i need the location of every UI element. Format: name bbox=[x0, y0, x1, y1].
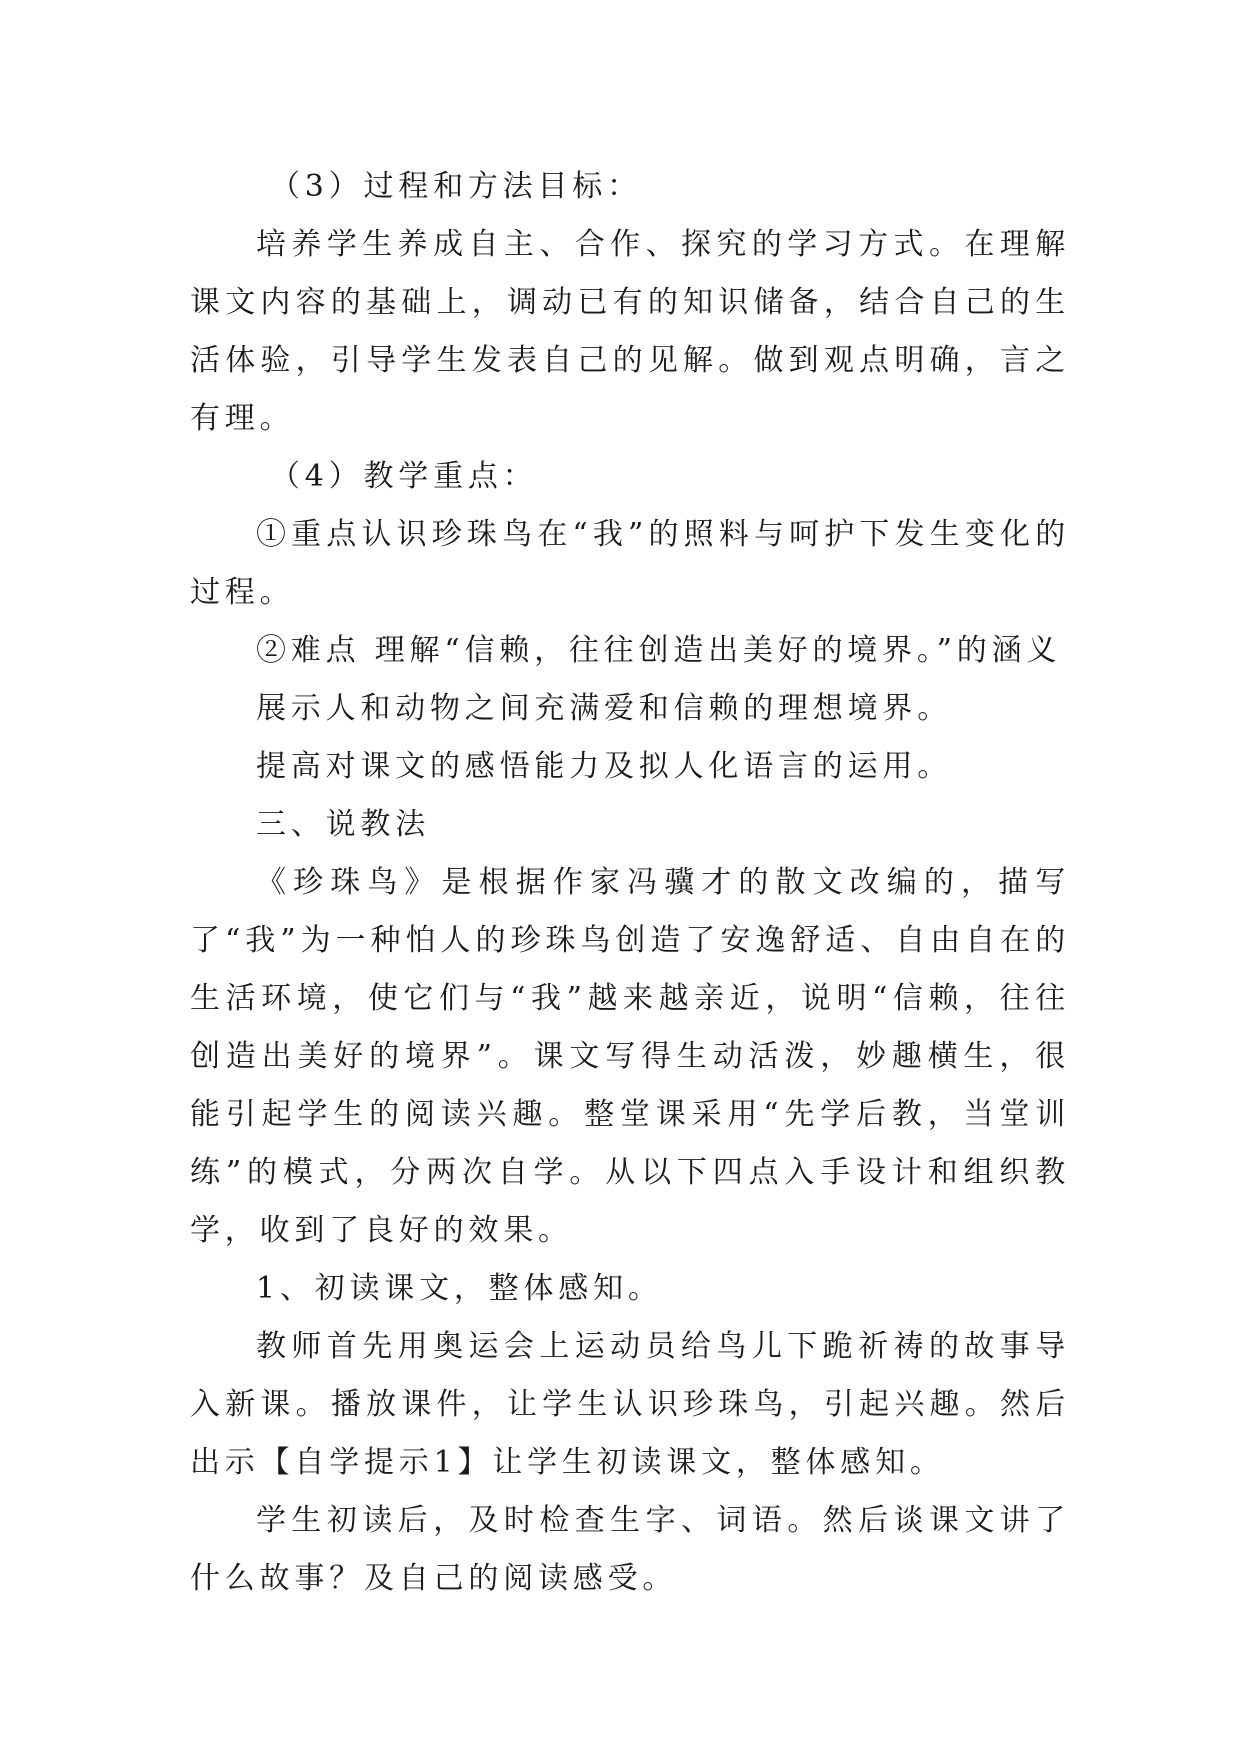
section-heading-teaching-method: 三、说教法 bbox=[256, 807, 430, 842]
paragraph-focus-point-1: ①重点认识珍珠鸟在“我”的照料与呵护下发生变化的过程。 bbox=[190, 517, 1070, 610]
paragraph-process-method-goal-heading: （3）过程和方法目标： bbox=[270, 169, 642, 204]
paragraph-teaching-focus-heading: （4）教学重点： bbox=[270, 459, 538, 494]
document-body bbox=[190, 158, 1070, 1608]
paragraph-ideal-realm: 展示人和动物之间充满爱和信赖的理想境界。 bbox=[256, 691, 952, 726]
paragraph-first-reading-check: 学生初读后，及时检查生字、词语。然后谈课文讲了什么故事？及自己的阅读感受。 bbox=[190, 1503, 1070, 1596]
paragraph-teaching-method-intro: 《珍珠鸟》是根据作家冯骥才的散文改编的，描写了“我”为一种怕人的珍珠鸟创造了安逸舒适、自由自在的生活环境，使它们与“我”越来越亲近，说明“信赖，往往创造出美好的境界”。课文写得生动活泼，妙趣横生，很能引起学生的阅读兴趣。整堂课采用“先学后教，当堂训练”的模式，分两次自学。从以下四点入手设计和组织教学，收到了良好的效果。 bbox=[190, 865, 1070, 1248]
paragraph-first-reading-intro: 教师首先用奥运会上运动员给鸟儿下跪祈祷的故事导入新课。播放课件，让学生认识珍珠鸟，引起兴趣。然后出示【自学提示1】让学生初读课文，整体感知。 bbox=[190, 1329, 1070, 1480]
paragraph-process-method-goal: 培养学生养成自主、合作、探究的学习方式。在理解课文内容的基础上，调动已有的知识储备，结合自己的生活体验，引导学生发表自己的见解。做到观点明确，言之有理。 bbox=[190, 227, 1070, 436]
paragraph-comprehension-ability: 提高对课文的感悟能力及拟人化语言的运用。 bbox=[256, 749, 952, 784]
subsection-heading-first-reading: 1、初读课文，整体感知。 bbox=[256, 1271, 663, 1306]
paragraph-difficulty-point-2: ②难点 理解“信赖，往往创造出美好的境界。”的涵义 bbox=[256, 633, 1062, 668]
